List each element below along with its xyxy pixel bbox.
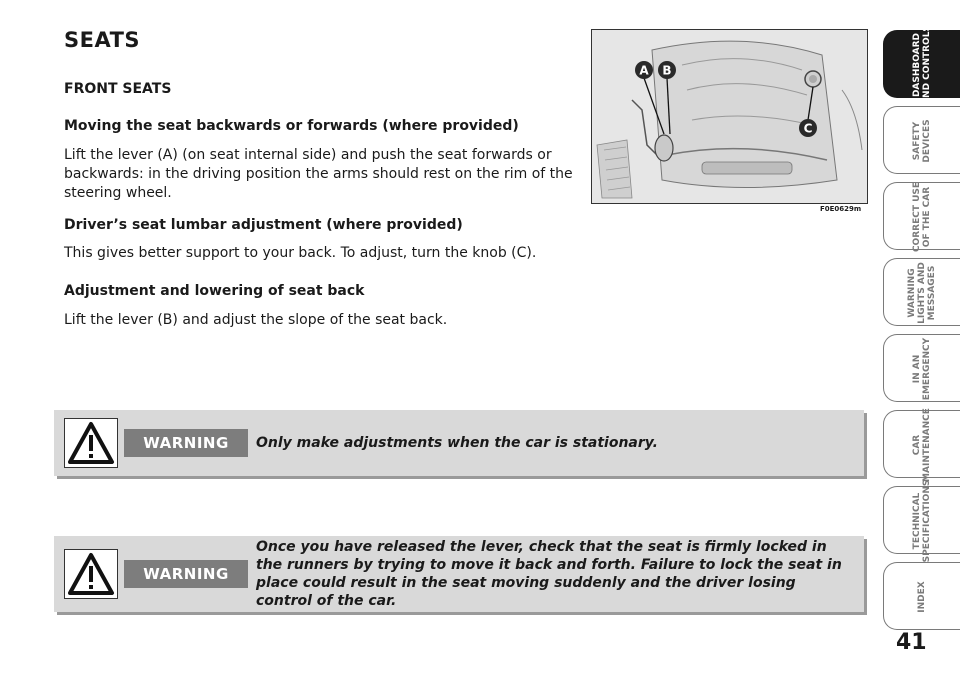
warning-triangle-icon xyxy=(64,549,118,599)
block-text-seat-back: Lift the lever (B) and adjust the slope of the seat back. xyxy=(64,312,448,328)
warning-label: WARNING xyxy=(124,429,248,457)
warning-text: Once you have released the lever, check that the seat is firmly locked in the runners by trying to move it back and forth. Failure to lock the seat in place could result in the seat moving suddenly and the driver losing control of the car. xyxy=(256,539,842,609)
tab-safety-devices[interactable]: SAFETY DEVICES xyxy=(883,106,960,174)
page-title: SEATS xyxy=(64,28,141,52)
warning-box-2 xyxy=(54,536,864,612)
warning-text: Only make adjustments when the car is stationary. xyxy=(256,435,658,451)
warning-label: WARNING xyxy=(124,560,248,588)
tab-correct-use[interactable]: CORRECT USE OF THE CAR xyxy=(883,182,960,250)
tab-in-an-emergency[interactable]: IN AN EMERGENCY xyxy=(883,334,960,402)
block-text-lumbar: This gives better support to your back. To adjust, turn the knob (C). xyxy=(64,245,537,261)
block-heading-move-seat: Moving the seat backwards or forwards (where provided) xyxy=(64,118,519,134)
section-heading: FRONT SEATS xyxy=(64,81,172,97)
tab-warning-lights[interactable]: WARNING LIGHTS AND MESSAGES xyxy=(883,258,960,326)
seat-drawing xyxy=(592,30,867,203)
seat-illustration xyxy=(591,29,868,204)
figure-code: F0E0629m xyxy=(820,205,862,213)
page-number: 41 xyxy=(896,630,927,655)
callout-b: B xyxy=(662,63,672,78)
warning-box-1 xyxy=(54,410,864,476)
block-text-move-seat: Lift the lever (A) (on seat internal side) and push the seat forwards or backwards: in the driving position the arms should rest on the rim of the steering wheel. xyxy=(64,147,573,201)
callout-a: A xyxy=(639,63,649,78)
tab-index[interactable]: INDEX xyxy=(883,562,960,630)
block-heading-lumbar: Driver’s seat lumbar adjustment (where provided) xyxy=(64,217,463,233)
block-heading-seat-back: Adjustment and lowering of seat back xyxy=(64,283,365,299)
tab-technical-specifications[interactable]: TECHNICAL SPECIFICATIONS xyxy=(883,486,960,554)
tab-car-maintenance[interactable]: CAR MAINTENANCE xyxy=(883,410,960,478)
tab-dashboard-and-controls[interactable]: DASHBOARD AND CONTROLS xyxy=(883,30,960,98)
callout-c: C xyxy=(803,121,813,136)
warning-triangle-icon xyxy=(64,418,118,468)
